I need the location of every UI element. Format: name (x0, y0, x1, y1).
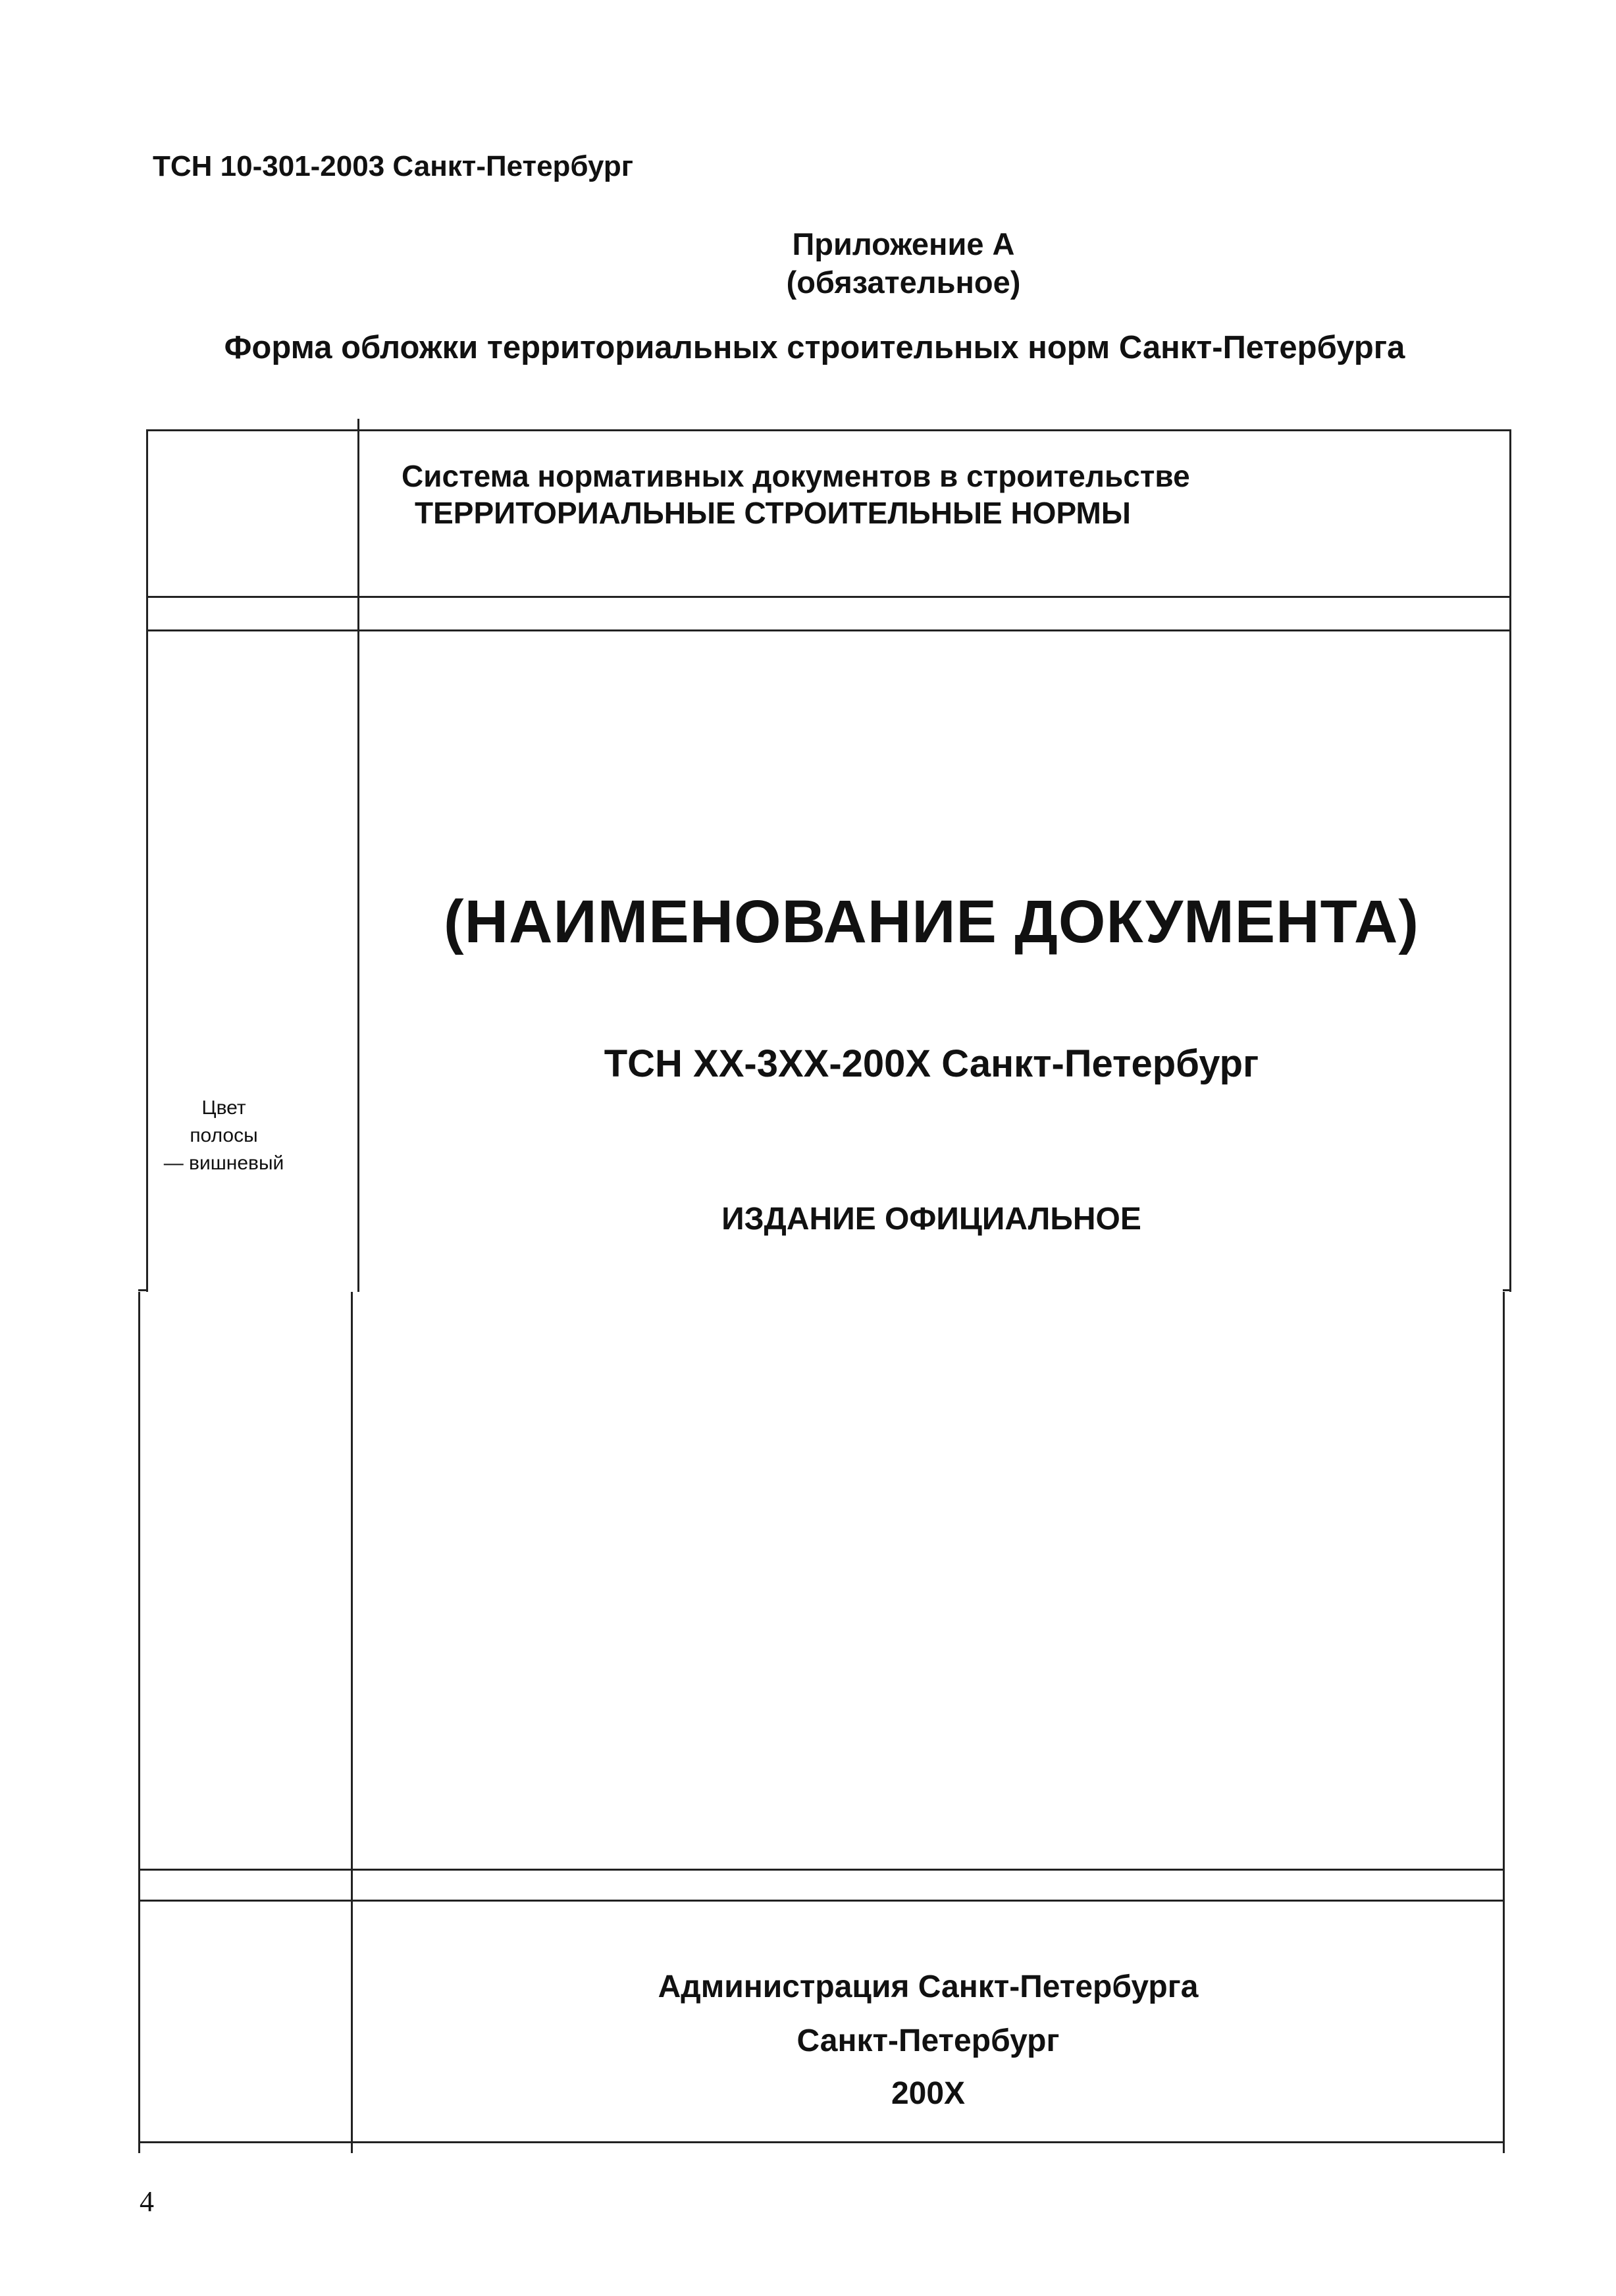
footer-band-top-line (138, 1900, 1505, 1902)
page-number: 4 (140, 2185, 154, 2218)
frame-right-border-top (1509, 429, 1511, 1292)
frame-left-border-bottom (138, 1292, 140, 2153)
appendix-heading (0, 225, 1616, 302)
body-band-top-line (146, 629, 1511, 631)
stripe-note-line1: Цвет (201, 1097, 246, 1119)
standards-type-title: ТЕРРИТОРИАЛЬНЫЕ СТРОИТЕЛЬНЫЕ НОРМЫ (415, 496, 1131, 530)
running-header: ТСН 10-301-2003 Санкт-Петербург (153, 150, 634, 182)
frame-column-divider-top (357, 419, 359, 1292)
edition-label: ИЗДАНИЕ ОФИЦИАЛЬНОЕ (721, 1202, 1141, 1237)
frame-left-border-top (146, 429, 148, 1292)
publication-city: Санкт-Петербург (796, 2023, 1060, 2058)
document-code: ТСН XX-3XX-200X Санкт-Петербург (604, 1042, 1259, 1085)
frame-right-border-bottom (1503, 1292, 1505, 2153)
frame-top-border (146, 429, 1511, 431)
stripe-note-line3: — вишневый (163, 1152, 284, 1174)
appendix-title: Приложение А (792, 227, 1015, 261)
stripe-color-note (158, 1094, 290, 1177)
frame-left-border-joint (138, 1289, 148, 1291)
body-band-bottom-line (138, 1869, 1505, 1871)
header-band-bottom-line (146, 596, 1511, 598)
publication-year: 200X (891, 2076, 966, 2111)
frame-bottom-border (138, 2141, 1505, 2143)
appendix-status: (обязательное) (786, 265, 1021, 300)
document-name: (НАИМЕНОВАНИЕ ДОКУМЕНТА) (443, 888, 1420, 955)
frame-column-divider-bottom (351, 1292, 353, 2153)
standards-system-title: Система нормативных документов в строительстве (402, 459, 1190, 493)
frame-right-border-joint (1503, 1289, 1511, 1291)
stripe-note-line2: полосы (190, 1125, 258, 1146)
form-title: Форма обложки территориальных строительных норм Санкт-Петербурга (224, 330, 1405, 365)
publisher: Администрация Санкт-Петербурга (658, 1969, 1199, 2004)
